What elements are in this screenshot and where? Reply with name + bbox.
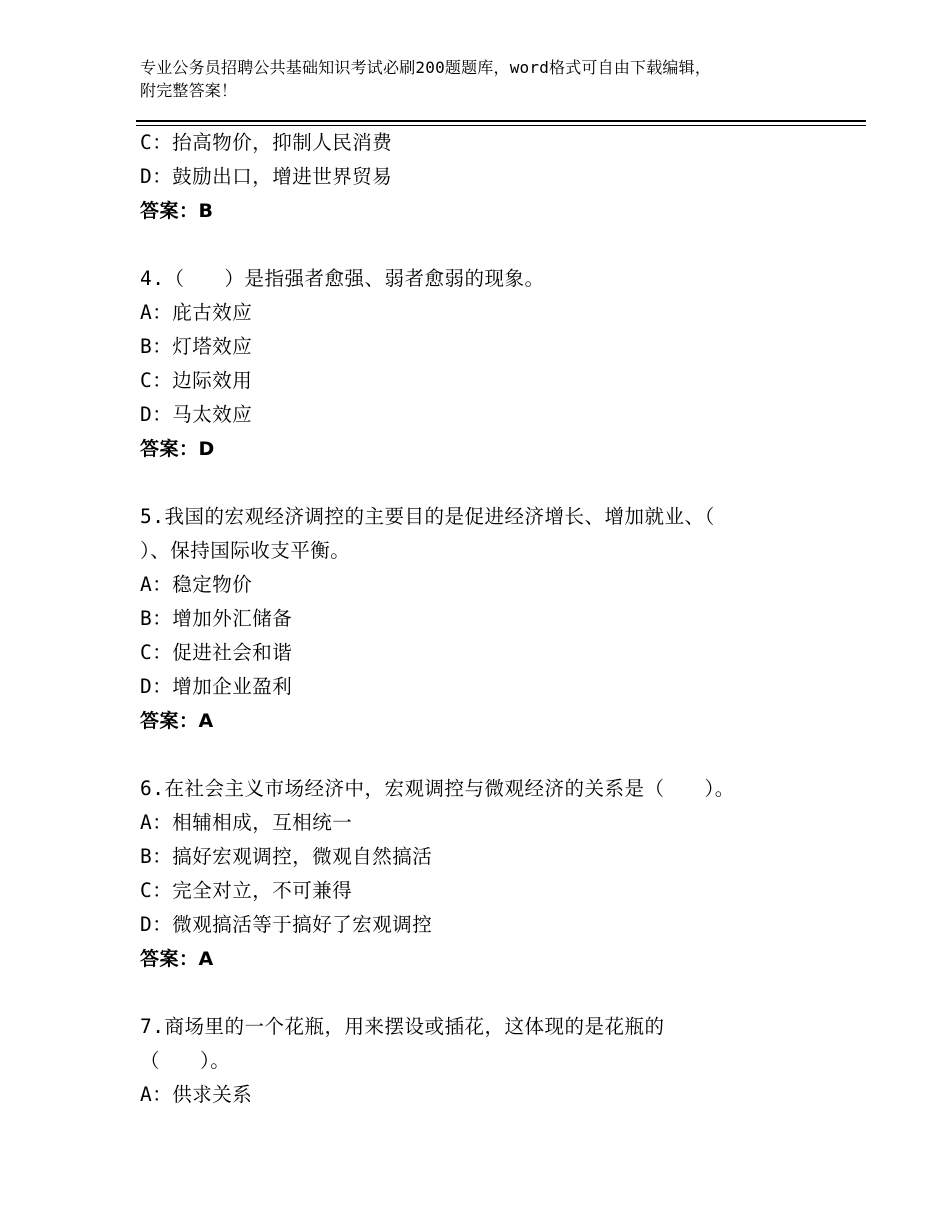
option-c: C：抬高物价，抑制人民消费 [140,131,393,154]
question-3-continuation [140,126,840,228]
header-rule-thick [136,120,866,122]
question-stem: 5.我国的宏观经济调控的主要目的是促进经济增长、增加就业、（ [140,505,715,528]
option-c: C：边际效用 [140,369,253,392]
question-7 [140,1010,840,1112]
option-d: D：鼓励出口，增进世界贸易 [140,165,393,188]
option-d: D：马太效应 [140,403,253,426]
question-6 [140,772,840,976]
option-a: A：稳定物价 [140,573,253,596]
answer-line: 答案：B [140,200,214,222]
option-d: D：微观搞活等于搞好了宏观调控 [140,913,433,936]
option-a: A：庇古效应 [140,301,253,324]
answer-line: 答案：A [140,710,214,732]
spacer [140,976,840,1010]
option-b: B：灯塔效应 [140,335,253,358]
option-a: A：供求关系 [140,1083,253,1106]
spacer [140,228,840,262]
question-stem: 4.（ ）是指强者愈强、弱者愈弱的现象。 [140,267,545,290]
spacer [140,738,840,772]
option-d: D：增加企业盈利 [140,675,293,698]
option-a: A：相辅相成，互相统一 [140,811,353,834]
question-content [140,126,840,1112]
option-c: C：完全对立，不可兼得 [140,879,353,902]
question-4 [140,262,840,466]
option-b: B：搞好宏观调控，微观自然搞活 [140,845,433,868]
question-stem: 6.在社会主义市场经济中，宏观调控与微观经济的关系是（ ）。 [140,777,735,800]
header-line-1: 专业公务员招聘公共基础知识考试必刷200题题库，word格式可自由下载编辑， [140,58,712,77]
answer-line: 答案：A [140,948,214,970]
question-stem: 7.商场里的一个花瓶，用来摆设或插花，这体现的是花瓶的 [140,1015,665,1038]
option-b: B：增加外汇储备 [140,607,293,630]
question-stem-continued: ）、保持国际收支平衡。 [140,539,351,562]
option-c: C：促进社会和谐 [140,641,293,664]
spacer [140,466,840,500]
question-5 [140,500,840,738]
answer-line: 答案：D [140,438,215,460]
header-line-2: 附完整答案！ [140,81,238,100]
page-header [140,56,830,102]
question-stem-continued: （ ）。 [140,1049,231,1072]
